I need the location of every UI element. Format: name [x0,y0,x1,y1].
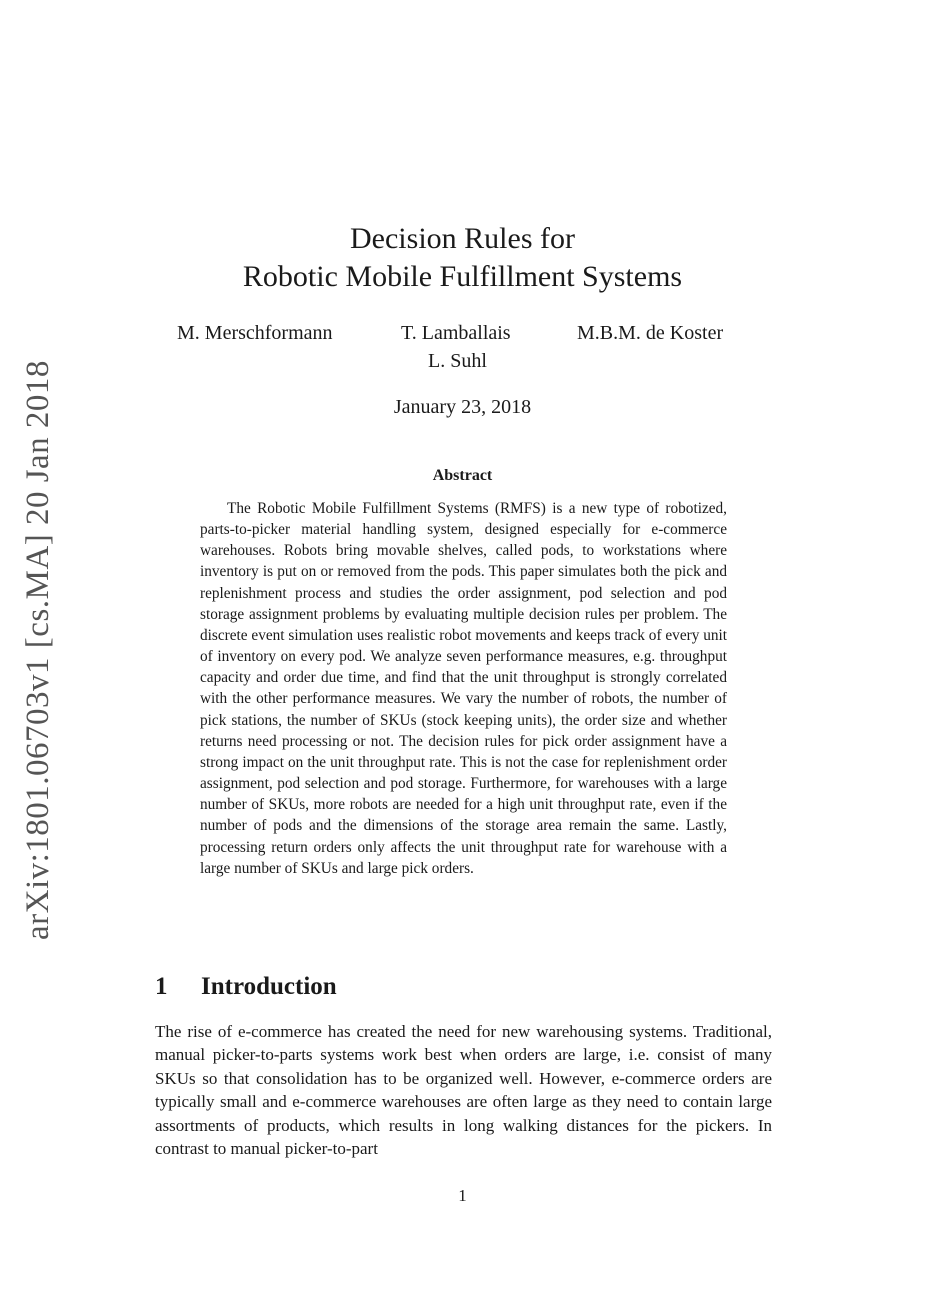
abstract-text: The Robotic Mobile Fulfillment Systems (RMFS) is a new type of robotized, parts-to-picker material handling system, designed especially for e-commerce warehouses. Robots bring movable shelves, called pods, to workstations where inventory is put on or removed from the pods. This paper simulates both the pick and replenishment process and studies the order assignment, pod selection and pod storage assignment problems by evaluating multiple decision rules per problem. The discrete event simulation uses realistic robot movements and keeps track of every unit of inventory on every pod. We analyze seven performance measures, e.g. throughput capacity and order due time, and find that the unit throughput is strongly correlated with the other performance measures. We vary the number of robots, the number of pick stations, the number of SKUs (stock keeping units), the order size and whether returns need processing or not. The decision rules for pick order assignment have a strong impact on the unit throughput rate. This is not the case for replenishment order assignment, pod selection and pod storage. Furthermore, for warehouses with a large number of SKUs, more robots are needed for a high unit throughput rate, even if the number of pods and the dimensions of the storage area remain the same. Lastly, processing return orders only affects the unit throughput rate for warehouse with a large number of SKUs and large pick orders. [200,500,727,877]
author-name: T. Lamballais [401,322,511,344]
page-number: 1 [458,1186,467,1205]
author-name: M.B.M. de Koster [577,322,724,344]
abstract-heading: Abstract [432,467,493,484]
title-line-1: Decision Rules for [350,222,575,255]
section-number: 1 [155,973,168,1000]
section-title: Introduction [201,973,337,1000]
introduction-paragraph: The rise of e-commerce has created the need for new warehousing systems. Traditional, manual picker-to-parts systems work best when orders are large, i.e. consist of many SKUs so that consolidation has to be organized well. However, e-commerce orders are typically small and e-commerce warehouses are often large as they need to contain large assortments of products, which results in long walking distances for the pickers. In contrast to manual picker-to-part [155,1022,772,1159]
arxiv-identifier-stamp: arXiv:1801.06703v1 [cs.MA] 20 Jan 2018 [20,360,56,940]
publication-date: January 23, 2018 [393,396,532,418]
title-line-2: Robotic Mobile Fulfillment Systems [242,260,683,293]
paper-title [0,220,925,296]
author-name: L. Suhl [428,350,487,372]
author-name: M. Merschformann [177,322,333,344]
section-heading [155,973,337,1001]
